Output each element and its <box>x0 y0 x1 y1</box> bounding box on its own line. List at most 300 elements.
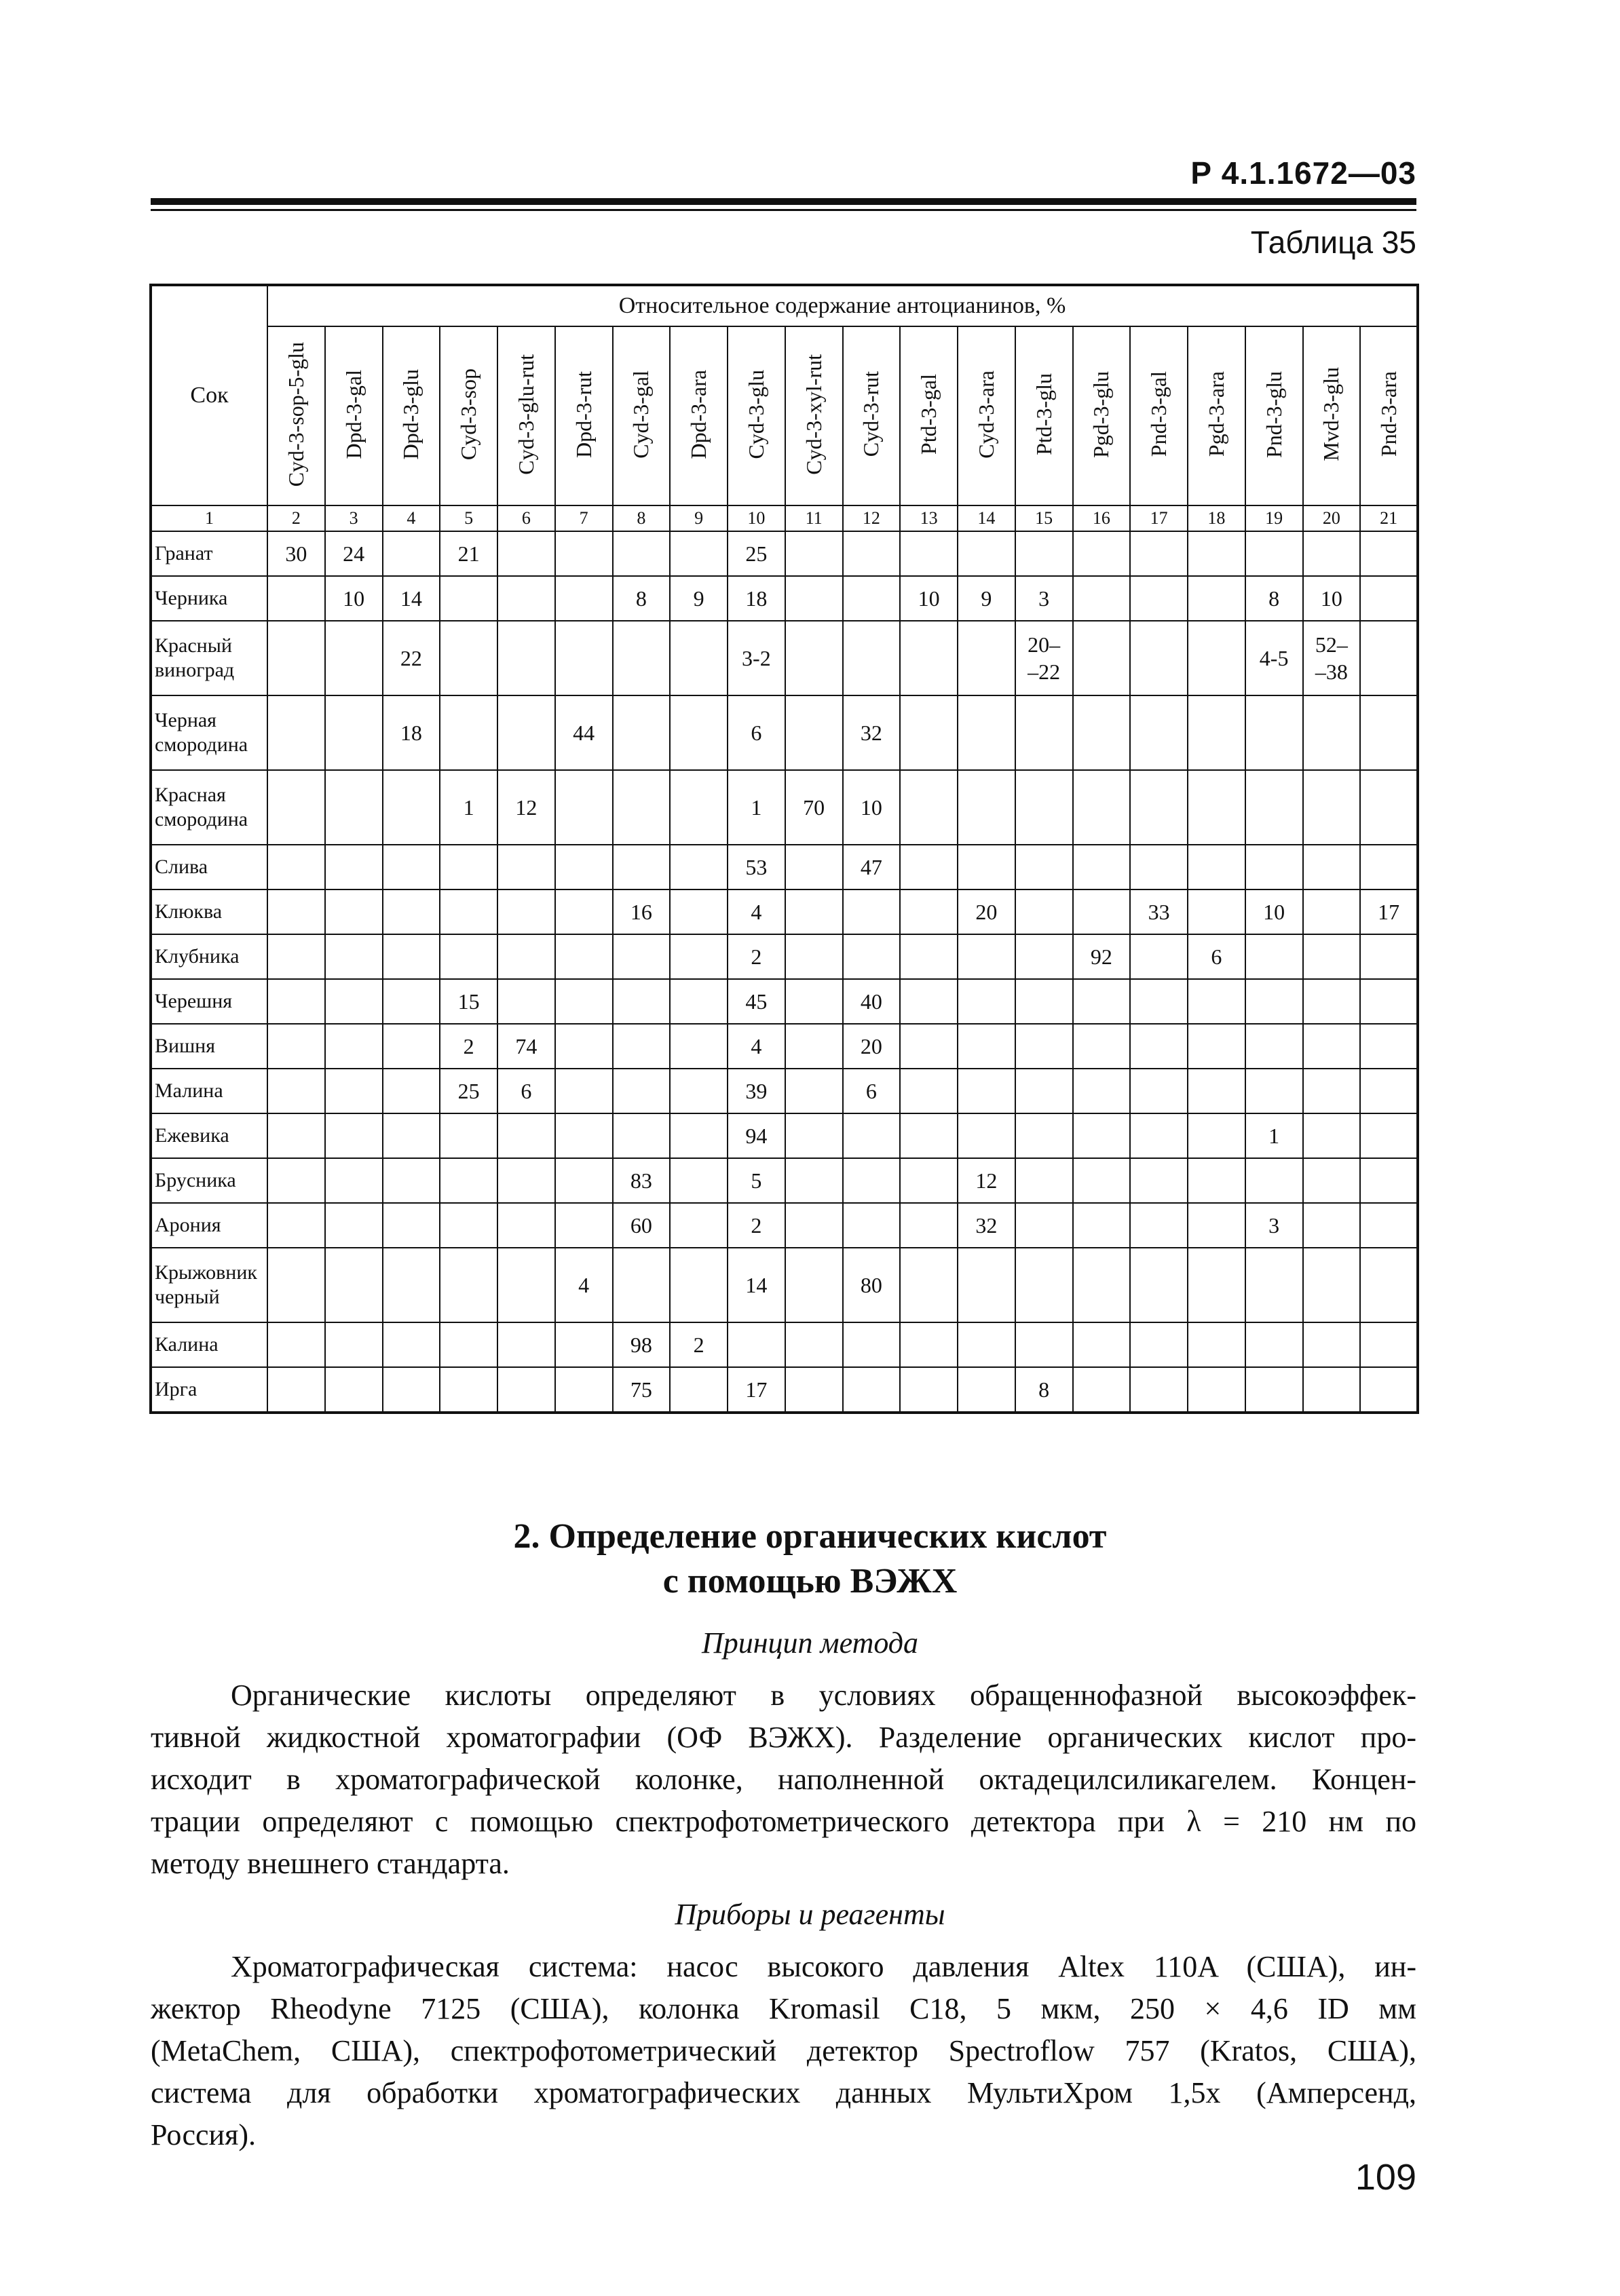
table-row <box>151 1367 1418 1413</box>
table-cell <box>555 621 613 695</box>
table-row <box>151 1158 1418 1203</box>
row-name <box>151 695 267 770</box>
table-cell <box>1015 621 1073 695</box>
table-cell <box>900 1069 958 1113</box>
table-cell: 1 <box>728 770 785 845</box>
table-cell <box>555 934 613 979</box>
table-label: Таблица 35 <box>1250 225 1416 260</box>
table-cell <box>1073 770 1131 845</box>
table-cell <box>958 1113 1015 1158</box>
row-name <box>151 1024 267 1069</box>
table-cell <box>383 1203 440 1248</box>
table-cell <box>497 695 555 770</box>
table-cell <box>267 889 325 934</box>
table-cell <box>670 531 728 576</box>
table-row <box>151 845 1418 889</box>
table-cell <box>1073 576 1131 621</box>
table-cell <box>440 1367 497 1413</box>
table-cell <box>900 531 958 576</box>
column-header-label: Cyd-3-xyl-rut <box>801 353 826 475</box>
table-cell <box>1303 889 1361 934</box>
table-cell <box>1073 1203 1131 1248</box>
table-cell: 33 <box>1130 889 1188 934</box>
table-cell <box>555 531 613 576</box>
row-name <box>151 531 267 576</box>
table-cell: 30 <box>267 531 325 576</box>
table-cell <box>1188 1322 1245 1367</box>
row-name <box>151 621 267 695</box>
cell-value-multiline: 52– –38 <box>1315 632 1348 684</box>
table-cell <box>555 1367 613 1413</box>
table-cell <box>785 695 843 770</box>
table-cell <box>1073 1158 1131 1203</box>
table-cell <box>497 1203 555 1248</box>
table-cell <box>1303 1367 1361 1413</box>
table-cell <box>900 695 958 770</box>
table-row <box>151 621 1418 695</box>
column-header <box>900 326 958 505</box>
table-cell: 4 <box>555 1248 613 1322</box>
table-cell <box>670 621 728 695</box>
table-cell <box>497 1322 555 1367</box>
table-cell <box>555 1069 613 1113</box>
table-cell: 17 <box>1360 889 1418 934</box>
table-cell <box>383 1024 440 1069</box>
paragraph-line: Хроматографическая система: насос высокого давления Altex 110A (США), ин- <box>231 1950 1416 1983</box>
column-header <box>267 326 325 505</box>
table-cell <box>440 1248 497 1322</box>
table-cell <box>1188 1024 1245 1069</box>
table-cell <box>1303 1024 1361 1069</box>
table-cell <box>1360 845 1418 889</box>
table-cell: 2 <box>728 934 785 979</box>
column-number: 20 <box>1303 505 1361 531</box>
cell-value-multiline: 20– –22 <box>1028 632 1061 684</box>
table-cell <box>1245 1069 1303 1113</box>
table-cell: 3 <box>1245 1203 1303 1248</box>
column-header-label: Pnd-3-glu <box>1261 370 1286 458</box>
row-name-line: виноград <box>155 659 235 681</box>
table-cell <box>785 531 843 576</box>
table-cell <box>958 1024 1015 1069</box>
column-header <box>1188 326 1245 505</box>
column-header-label: Cyd-3-ara <box>973 370 998 459</box>
table-cell <box>383 979 440 1024</box>
table-cell <box>555 845 613 889</box>
table-cell <box>1245 695 1303 770</box>
table-cell <box>1188 695 1245 770</box>
row-name <box>151 845 267 889</box>
table-cell <box>1073 889 1131 934</box>
table-cell <box>1015 695 1073 770</box>
column-header-label: Cyd-3-glu <box>743 369 768 459</box>
table-cell <box>958 1248 1015 1322</box>
row-name-line: Ирга <box>155 1378 197 1400</box>
table-cell <box>383 934 440 979</box>
table-cell: 98 <box>613 1322 671 1367</box>
table-row <box>151 1024 1418 1069</box>
table-cell: 9 <box>670 576 728 621</box>
table-cell <box>1130 1024 1188 1069</box>
table-cell <box>1303 979 1361 1024</box>
table-cell <box>267 845 325 889</box>
column-number: 4 <box>383 505 440 531</box>
table-cell <box>1130 576 1188 621</box>
table-cell <box>1015 531 1073 576</box>
table-cell: 92 <box>1073 934 1131 979</box>
table-cell <box>1130 1322 1188 1367</box>
header-rule-thin <box>151 209 1416 211</box>
table-cell: 4-5 <box>1245 621 1303 695</box>
table-cell <box>843 889 901 934</box>
column-number: 3 <box>325 505 383 531</box>
paragraph-line: тивной жидкостной хроматографии (ОФ ВЭЖХ). Разделение органических кислот про- <box>151 1721 1416 1754</box>
table-cell <box>1073 1069 1131 1113</box>
table-cell <box>1073 979 1131 1024</box>
column-number: 7 <box>555 505 613 531</box>
table-cell <box>1130 695 1188 770</box>
table-cell <box>1360 1069 1418 1113</box>
table-cell <box>1245 770 1303 845</box>
table-cell <box>497 1158 555 1203</box>
table-cell: 20 <box>843 1024 901 1069</box>
row-name <box>151 1322 267 1367</box>
table-cell <box>785 1113 843 1158</box>
table-cell <box>785 1248 843 1322</box>
column-header-label: Cyd-3-glu-rut <box>513 353 538 475</box>
table-cell <box>555 1024 613 1069</box>
row-name <box>151 979 267 1024</box>
table-cell <box>555 889 613 934</box>
table-cell: 12 <box>497 770 555 845</box>
table-cell <box>555 576 613 621</box>
column-header <box>555 326 613 505</box>
table-cell <box>900 1203 958 1248</box>
table-cell <box>440 934 497 979</box>
table-cell: 9 <box>958 576 1015 621</box>
table-cell <box>785 979 843 1024</box>
table-cell: 1 <box>440 770 497 845</box>
table-cell: 5 <box>728 1158 785 1203</box>
row-name-line: Черная <box>155 709 216 731</box>
table-cell: 10 <box>1303 576 1361 621</box>
column-header <box>1360 326 1418 505</box>
page-number: 109 <box>1355 2157 1416 2198</box>
table-cell: 3 <box>1015 576 1073 621</box>
table-cell: 16 <box>613 889 671 934</box>
table-cell <box>1015 1322 1073 1367</box>
table-cell <box>843 1113 901 1158</box>
row-name-line: смородина <box>155 733 248 756</box>
table-cell <box>670 1158 728 1203</box>
table-cell <box>843 1203 901 1248</box>
table-cell <box>1360 1203 1418 1248</box>
table-cell <box>900 1248 958 1322</box>
column-header <box>1245 326 1303 505</box>
table-cell: 32 <box>843 695 901 770</box>
column-header <box>613 326 671 505</box>
table-cell <box>785 889 843 934</box>
table-cell <box>1015 934 1073 979</box>
table-cell <box>613 845 671 889</box>
table-cell <box>785 1203 843 1248</box>
table-cell: 4 <box>728 1024 785 1069</box>
table-cell <box>267 1024 325 1069</box>
table-cell <box>900 770 958 845</box>
table-cell <box>440 1322 497 1367</box>
table-cell: 17 <box>728 1367 785 1413</box>
column-number: 1 <box>151 505 267 531</box>
column-header <box>383 326 440 505</box>
row-name <box>151 1367 267 1413</box>
table-cell <box>1130 1203 1188 1248</box>
table-cell <box>613 1069 671 1113</box>
table-cell <box>497 621 555 695</box>
table-cell <box>958 695 1015 770</box>
table-cell <box>1303 1248 1361 1322</box>
table-cell <box>1188 1203 1245 1248</box>
table-cell <box>900 979 958 1024</box>
row-name <box>151 770 267 845</box>
table-cell <box>1303 531 1361 576</box>
table-cell <box>497 576 555 621</box>
table-cell <box>1360 1158 1418 1203</box>
table-cell <box>325 1069 383 1113</box>
column-number: 10 <box>728 505 785 531</box>
paragraph-line: методу внешнего стандарта. <box>151 1847 510 1880</box>
table-cell: 94 <box>728 1113 785 1158</box>
table-cell <box>1188 1367 1245 1413</box>
table-cell <box>613 531 671 576</box>
table-cell <box>1073 1113 1131 1158</box>
table-cell <box>267 576 325 621</box>
table-cell <box>1360 1367 1418 1413</box>
table-cell <box>383 1069 440 1113</box>
table-cell: 4 <box>728 889 785 934</box>
table-cell <box>958 621 1015 695</box>
table-cell: 60 <box>613 1203 671 1248</box>
table-cell <box>440 845 497 889</box>
table-cell <box>900 1024 958 1069</box>
table-cell <box>1188 770 1245 845</box>
table-cell <box>555 1322 613 1367</box>
row-name <box>151 1158 267 1203</box>
group-header: Относительное содержание антоцианинов, % <box>267 285 1418 326</box>
table-cell <box>785 1158 843 1203</box>
table-cell <box>1245 1024 1303 1069</box>
table-cell <box>1130 1158 1188 1203</box>
table-cell <box>325 1024 383 1069</box>
table-cell <box>1245 1367 1303 1413</box>
table-cell <box>1360 1322 1418 1367</box>
row-name-line: Клубника <box>155 945 240 968</box>
table-row <box>151 576 1418 621</box>
table-cell <box>900 1113 958 1158</box>
table-cell <box>1303 1322 1361 1367</box>
row-name <box>151 1069 267 1113</box>
column-header <box>843 326 901 505</box>
table-cell <box>1130 979 1188 1024</box>
table-cell <box>1130 1113 1188 1158</box>
table-cell <box>497 1248 555 1322</box>
section-title-line2: с помощью ВЭЖХ <box>662 1562 958 1601</box>
table-cell <box>1015 770 1073 845</box>
column-header <box>728 326 785 505</box>
column-header-label: Mvd-3-glu <box>1319 367 1344 461</box>
table-cell: 53 <box>728 845 785 889</box>
table-cell <box>670 1367 728 1413</box>
header-rule <box>151 198 1416 205</box>
table-cell <box>267 1248 325 1322</box>
table-cell <box>1130 1367 1188 1413</box>
column-header <box>1015 326 1073 505</box>
row-name <box>151 576 267 621</box>
table-row <box>151 889 1418 934</box>
table-cell: 6 <box>843 1069 901 1113</box>
row-header: Сок <box>151 285 267 505</box>
column-header <box>497 326 555 505</box>
table-cell <box>1360 695 1418 770</box>
table-cell: 18 <box>383 695 440 770</box>
table-cell <box>1015 1024 1073 1069</box>
table-cell <box>440 1158 497 1203</box>
column-header <box>440 326 497 505</box>
row-name-line: Арония <box>155 1214 221 1236</box>
table-cell <box>267 1158 325 1203</box>
table-cell <box>613 770 671 845</box>
table-cell: 32 <box>958 1203 1015 1248</box>
row-name-line: Калина <box>155 1333 219 1356</box>
column-header-label: Pgd-3-ara <box>1203 371 1228 457</box>
column-number: 16 <box>1073 505 1131 531</box>
table-cell <box>497 889 555 934</box>
table-cell <box>613 621 671 695</box>
table-cell <box>1360 979 1418 1024</box>
table-cell <box>325 695 383 770</box>
table-row <box>151 934 1418 979</box>
table-cell <box>1303 845 1361 889</box>
table-cell <box>1130 1069 1188 1113</box>
table-cell <box>1245 979 1303 1024</box>
table-cell <box>325 1158 383 1203</box>
table-cell: 8 <box>613 576 671 621</box>
table-cell <box>267 1322 325 1367</box>
table-cell <box>497 531 555 576</box>
column-number: 19 <box>1245 505 1303 531</box>
table-cell <box>267 1113 325 1158</box>
row-name-line: Брусника <box>155 1169 236 1191</box>
table-cell <box>267 1203 325 1248</box>
table-cell <box>1303 695 1361 770</box>
column-header <box>1303 326 1361 505</box>
table-cell <box>383 1248 440 1322</box>
column-number: 5 <box>440 505 497 531</box>
table-cell <box>383 1322 440 1367</box>
table-cell: 83 <box>613 1158 671 1203</box>
column-header-label: Dpd-3-rut <box>571 370 596 458</box>
table-cell <box>1245 1158 1303 1203</box>
row-name <box>151 1113 267 1158</box>
table-cell <box>383 1158 440 1203</box>
paragraph-line: жектор Rheodyne 7125 (США), колонка Kromasil C18, 5 мкм, 250 × 4,6 ID мм <box>151 1992 1416 2025</box>
table-cell <box>1015 979 1073 1024</box>
column-number: 21 <box>1360 505 1418 531</box>
table-cell <box>958 979 1015 1024</box>
column-header-label: Ptd-3-gal <box>916 373 941 455</box>
row-name-line: Красный <box>155 634 232 657</box>
paragraph-equipment <box>151 1946 1416 2156</box>
table-cell <box>670 1248 728 1322</box>
table-cell <box>785 845 843 889</box>
table-cell <box>613 979 671 1024</box>
paragraph-line: (MetaChem, США), спектрофотометрический детектор Spectroflow 757 (Kratos, США), <box>151 2034 1416 2067</box>
table-row <box>151 1069 1418 1113</box>
table-cell: 10 <box>843 770 901 845</box>
column-number: 2 <box>267 505 325 531</box>
table-cell <box>670 889 728 934</box>
table-cell <box>555 979 613 1024</box>
table-cell <box>670 979 728 1024</box>
row-name-line: Ежевика <box>155 1124 229 1147</box>
table-cell <box>785 1024 843 1069</box>
table-cell <box>670 934 728 979</box>
column-number: 9 <box>670 505 728 531</box>
table-cell: 80 <box>843 1248 901 1322</box>
table-cell <box>900 1158 958 1203</box>
table-cell <box>267 934 325 979</box>
column-number: 14 <box>958 505 1015 531</box>
table-cell: 75 <box>613 1367 671 1413</box>
table-cell: 15 <box>440 979 497 1024</box>
row-name-line: Гранат <box>155 542 213 565</box>
table-cell <box>1130 934 1188 979</box>
table-cell <box>1130 1248 1188 1322</box>
column-number: 6 <box>497 505 555 531</box>
table-cell <box>497 845 555 889</box>
row-name-line: Красная <box>155 784 226 806</box>
row-name <box>151 1248 267 1322</box>
column-number: 13 <box>900 505 958 531</box>
column-header-label: Ptd-3-glu <box>1031 373 1056 455</box>
table-row <box>151 531 1418 576</box>
table-cell <box>1303 770 1361 845</box>
table-cell <box>1360 576 1418 621</box>
table-cell <box>1015 1248 1073 1322</box>
table-cell <box>1188 1113 1245 1158</box>
column-number: 12 <box>843 505 901 531</box>
document-code: Р 4.1.1672—03 <box>1190 155 1416 191</box>
row-name-line: Крыжовник <box>155 1261 257 1284</box>
table-cell <box>497 1113 555 1158</box>
table-cell <box>900 889 958 934</box>
column-header <box>958 326 1015 505</box>
anthocyanin-table-container <box>149 284 1416 1437</box>
table-cell <box>670 695 728 770</box>
paragraph-line: Россия). <box>151 2118 256 2151</box>
table-cell <box>383 1113 440 1158</box>
table-cell <box>1360 621 1418 695</box>
table-cell: 10 <box>1245 889 1303 934</box>
column-header-label: Cyd-3-gal <box>628 370 654 459</box>
subtitle-principle: Принцип метода <box>701 1626 919 1660</box>
table-cell <box>958 1069 1015 1113</box>
column-header-label: Pnd-3-ara <box>1376 371 1401 457</box>
table-cell <box>1303 1158 1361 1203</box>
table-row <box>151 1248 1418 1322</box>
table-cell <box>1303 934 1361 979</box>
table-cell <box>1130 531 1188 576</box>
table-cell <box>1245 1248 1303 1322</box>
